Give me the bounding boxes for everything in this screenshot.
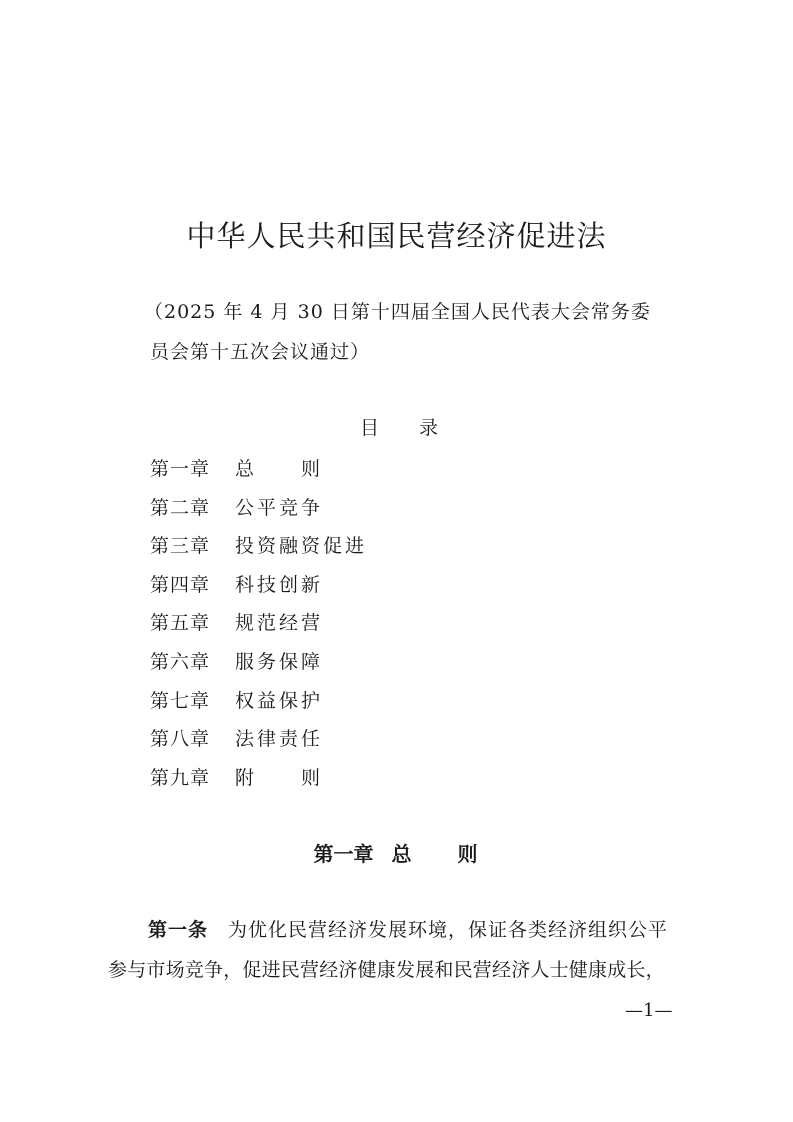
article-label: 第一条: [148, 919, 209, 941]
chapter-heading-name: 总 则: [391, 842, 480, 866]
toc-chapter-name: 服务保障: [235, 650, 324, 673]
toc-chapter-number: 第九章: [150, 766, 211, 789]
toc-chapter-number: 第八章: [150, 728, 211, 751]
document-title: 中华人民共和国民营经济促进法: [186, 219, 607, 253]
toc-item: [150, 759, 550, 798]
article-1-line-1: [108, 910, 698, 950]
article-1: [108, 910, 698, 990]
toc-item: [150, 450, 550, 489]
chapter-heading-number: 第一章: [313, 842, 374, 866]
toc-chapter-number: 第三章: [150, 535, 211, 558]
toc-chapter-number: 第二章: [150, 496, 211, 519]
table-of-contents: [150, 450, 550, 797]
adoption-note: [144, 292, 680, 372]
toc-item: [150, 643, 550, 682]
page-number: —1—: [625, 1000, 673, 1021]
toc-chapter-number: 第五章: [150, 612, 211, 635]
toc-chapter-name: 公平竞争: [235, 496, 324, 519]
toc-heading: [360, 412, 480, 444]
toc-chapter-name: 科技创新: [235, 573, 324, 596]
toc-chapter-name: 法律责任: [235, 728, 324, 751]
toc-chapter-number: 第六章: [150, 650, 211, 673]
toc-item: [150, 604, 550, 643]
toc-heading-char-1: 目: [360, 417, 380, 439]
toc-item: [150, 489, 550, 528]
article-1-text-1: 为优化民营经济发展环境，保证各类经济组织公平: [228, 919, 669, 941]
toc-chapter-name: 权益保护: [235, 689, 324, 712]
toc-item: [150, 527, 550, 566]
toc-heading-char-2: 录: [419, 417, 439, 439]
toc-chapter-name: 总 则: [235, 458, 324, 480]
toc-chapter-number: 第七章: [150, 689, 211, 712]
toc-item: [150, 682, 550, 721]
toc-chapter-name: 投资融资促进: [235, 535, 368, 558]
chapter-heading: [0, 836, 793, 872]
adoption-note-line-2: 员会第十五次会议通过）: [150, 341, 371, 363]
article-1-line-2: 参与市场竞争，促进民营经济健康发展和民营经济人士健康成长，: [108, 959, 665, 981]
toc-chapter-number: 第一章: [150, 458, 211, 480]
toc-chapter-name: 附 则: [235, 766, 324, 789]
toc-chapter-number: 第四章: [150, 573, 211, 596]
toc-chapter-name: 规范经营: [235, 612, 324, 635]
toc-item: [150, 720, 550, 759]
toc-item: [150, 566, 550, 605]
adoption-note-line-1: （2025 年 4 月 30 日第十四届全国人民代表大会常务委: [144, 301, 651, 323]
